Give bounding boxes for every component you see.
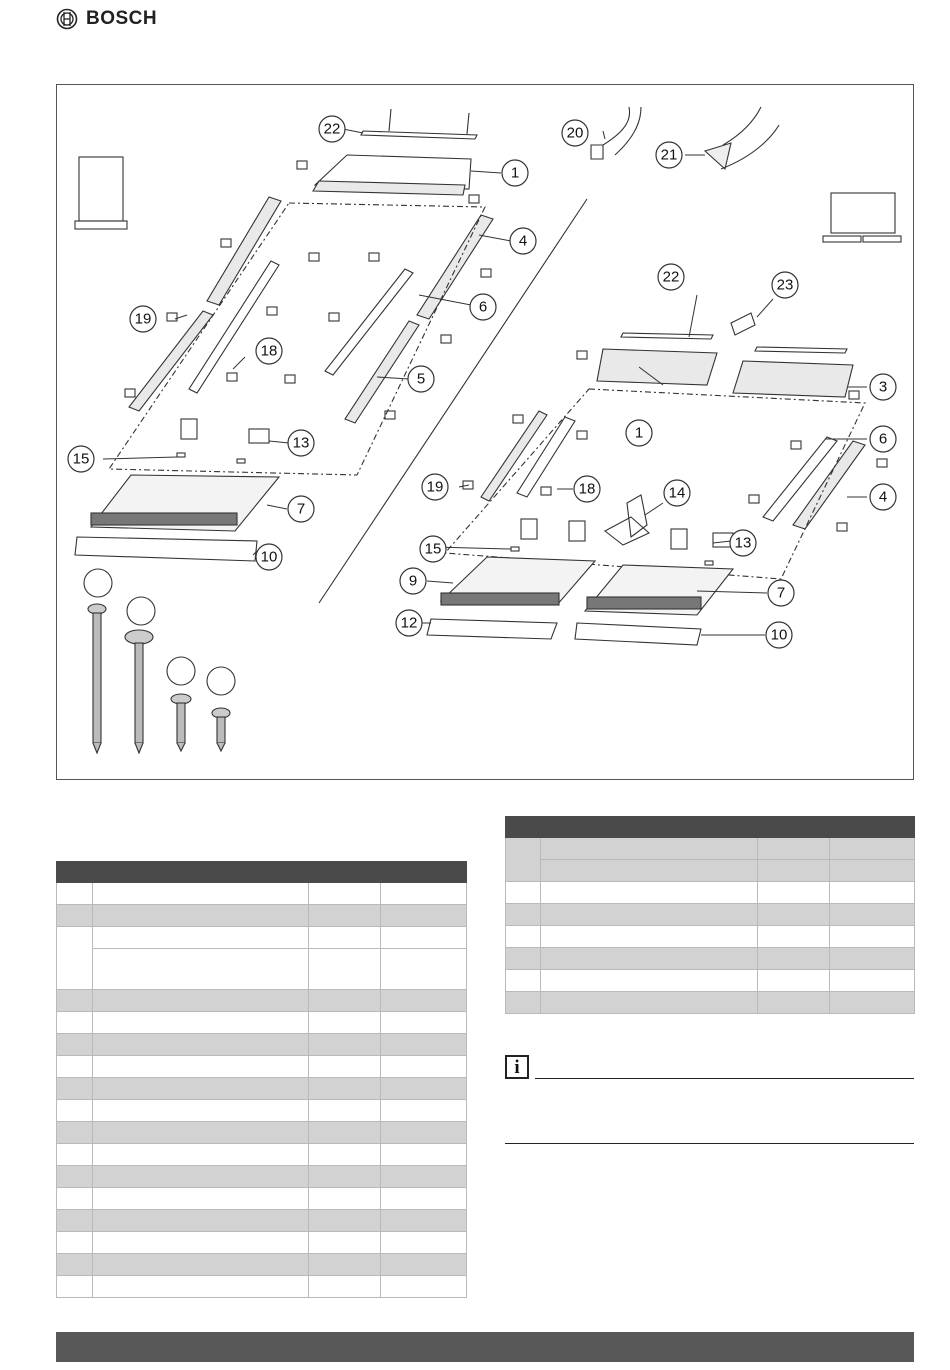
callout-7: 7: [776, 584, 786, 602]
callout-19: 19: [426, 478, 444, 496]
callout-19: 19: [134, 310, 152, 328]
table-row: [57, 949, 467, 990]
exploded-parts-diagram: [56, 84, 914, 780]
callout-21: 21: [660, 146, 678, 164]
callout-18: 18: [260, 342, 278, 360]
table-row: [57, 1078, 467, 1100]
table-row: [57, 1232, 467, 1254]
portrait-collector-icon: [79, 157, 123, 221]
callout-10: 10: [770, 626, 788, 644]
table-row: [57, 905, 467, 927]
table-row: [57, 1034, 467, 1056]
parts-drawing: [57, 85, 912, 778]
callout-6: 6: [878, 430, 888, 448]
callout-12: 12: [400, 614, 418, 632]
table-row: [57, 1166, 467, 1188]
table-row: [57, 1012, 467, 1034]
callout-22: 22: [662, 268, 680, 286]
table-row: [57, 1276, 467, 1298]
parts-table-left: [56, 861, 467, 1298]
footer-bar: [56, 1332, 914, 1362]
table-header-row: [57, 862, 467, 883]
table-row: [57, 1100, 467, 1122]
callout-1: 1: [634, 424, 644, 442]
table-row: [57, 1210, 467, 1232]
table-row: [57, 1188, 467, 1210]
table-row: [506, 904, 915, 926]
callout-5: 5: [416, 370, 426, 388]
parts-table-right: [505, 816, 915, 1014]
callout-3: 3: [878, 378, 888, 396]
callout-6: 6: [478, 298, 488, 316]
callout-4: 4: [518, 232, 528, 250]
table-row: [57, 927, 467, 949]
callout-14: 14: [668, 484, 686, 502]
table-row: [506, 882, 915, 904]
table-row: [57, 1122, 467, 1144]
callout-4: 4: [878, 488, 888, 506]
callout-22: 22: [323, 120, 341, 138]
callout-10: 10: [260, 548, 278, 566]
bosch-armature-icon: [56, 8, 78, 30]
callout-15: 15: [424, 540, 442, 558]
screw-circles: [84, 569, 235, 695]
callout-23: 23: [776, 276, 794, 294]
callout-18: 18: [578, 480, 596, 498]
callout-15: 15: [72, 450, 90, 468]
table-row: [57, 990, 467, 1012]
callout-9: 9: [408, 572, 418, 590]
table-row: [506, 992, 915, 1014]
table-row: [57, 1254, 467, 1276]
seal-strip-curve: [603, 107, 630, 145]
callout-13: 13: [292, 434, 310, 452]
table-row: [506, 926, 915, 948]
table-row: [57, 1056, 467, 1078]
info-note: [505, 1053, 914, 1145]
table-header-row: [506, 817, 915, 838]
table-row: [506, 970, 915, 992]
table-row: [57, 883, 467, 905]
table-row: [57, 1144, 467, 1166]
info-icon: i: [505, 1055, 529, 1079]
table-row: [506, 948, 915, 970]
brand-name: BOSCH: [86, 8, 158, 29]
landscape-collector-icon: [831, 193, 895, 233]
table-row: [506, 838, 915, 860]
info-rule-bottom: [505, 1143, 914, 1144]
table-row: [506, 860, 915, 882]
callout-20: 20: [566, 124, 584, 142]
info-rule-top: [535, 1078, 914, 1079]
callout-13: 13: [734, 534, 752, 552]
callout-1: 1: [510, 164, 520, 182]
right-assembly: [424, 313, 887, 645]
callout-7: 7: [296, 500, 306, 518]
bosch-logo: [56, 8, 157, 30]
